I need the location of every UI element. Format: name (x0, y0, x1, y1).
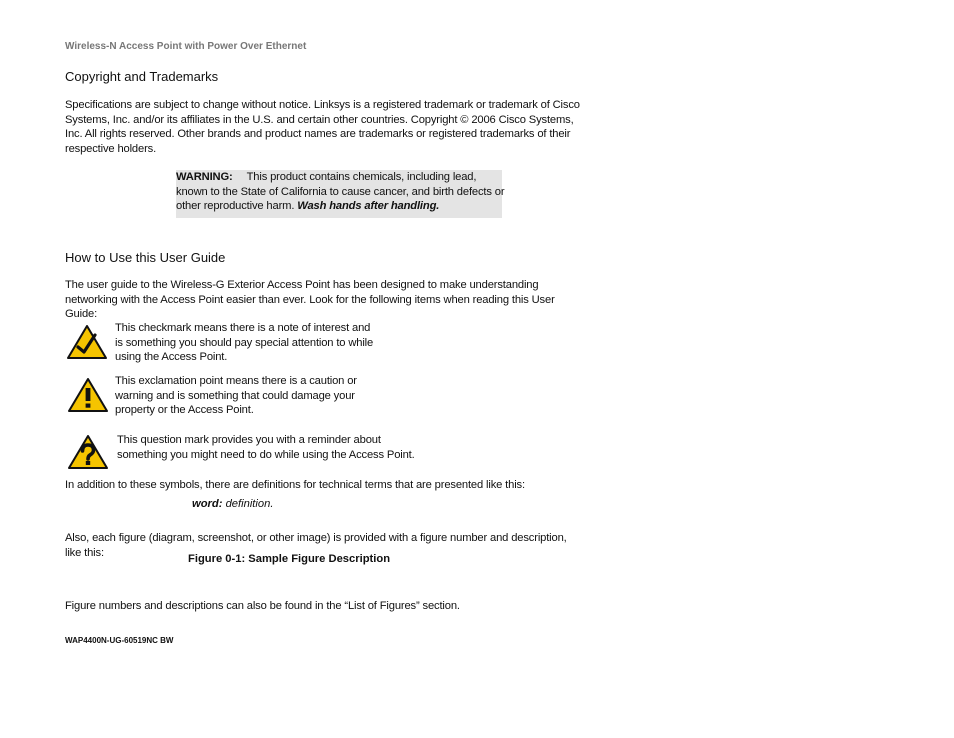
copyright-paragraph: Specifications are subject to change without notice. Linksys is a registered trademark or trademark of Cisco Systems, Inc. and/or its affiliates in the U.S. and certain other countries. Copyright © 2006 Cisco Systems, Inc. All rights reserved. Other brands and product names are trademarks or registered trademarks of their respective holders. (65, 99, 580, 155)
definition-word: word: (192, 498, 223, 510)
guide-heading: How to Use this User Guide (65, 250, 226, 265)
running-header: Wireless-N Access Point with Power Over Ethernet (65, 41, 307, 52)
question-mark-icon (67, 434, 109, 470)
guide-intro: The user guide to the Wireless-G Exterior Access Point has been designed to make understanding networking with the Access Point easier than ever. Look for the following items when reading this User Guide: (65, 279, 555, 320)
checkmark-icon (66, 324, 108, 360)
figures-note: Figure numbers and descriptions can also be found in the “List of Figures” section. (65, 600, 460, 612)
definitions-intro: In addition to these symbols, there are definitions for technical terms that are presented like this: (65, 479, 525, 491)
figure-intro: Also, each figure (diagram, screenshot, or other image) is provided with a figure number and description, like this: (65, 532, 567, 559)
exclamation-icon (67, 377, 109, 413)
definition-text: definition. (225, 498, 274, 510)
copyright-heading: Copyright and Trademarks (65, 69, 219, 84)
footer-code: WAP4400N-UG-60519NC BW (65, 636, 174, 645)
note-question-text: This question mark provides you with a reminder about something you might need to do while using the Access Point. (117, 434, 415, 461)
warning-body: This product contains chemicals, including lead, known to the State of California to cause cancer, and birth defects or other reproductive harm. (176, 171, 505, 212)
figure-sample-caption: Figure 0-1: Sample Figure Description (188, 553, 391, 565)
warning-label: WARNING: (176, 171, 233, 183)
note-exclamation-text: This exclamation point means there is a caution or warning and is something that could damage your property or the Access Point. (115, 375, 357, 416)
warning-text (176, 170, 506, 214)
warning-emphasis: Wash hands after handling. (297, 200, 440, 212)
definition-sample (192, 498, 273, 510)
note-checkmark-text: This checkmark means there is a note of interest and is something you should pay special attention to while using the Access Point. (115, 322, 374, 363)
